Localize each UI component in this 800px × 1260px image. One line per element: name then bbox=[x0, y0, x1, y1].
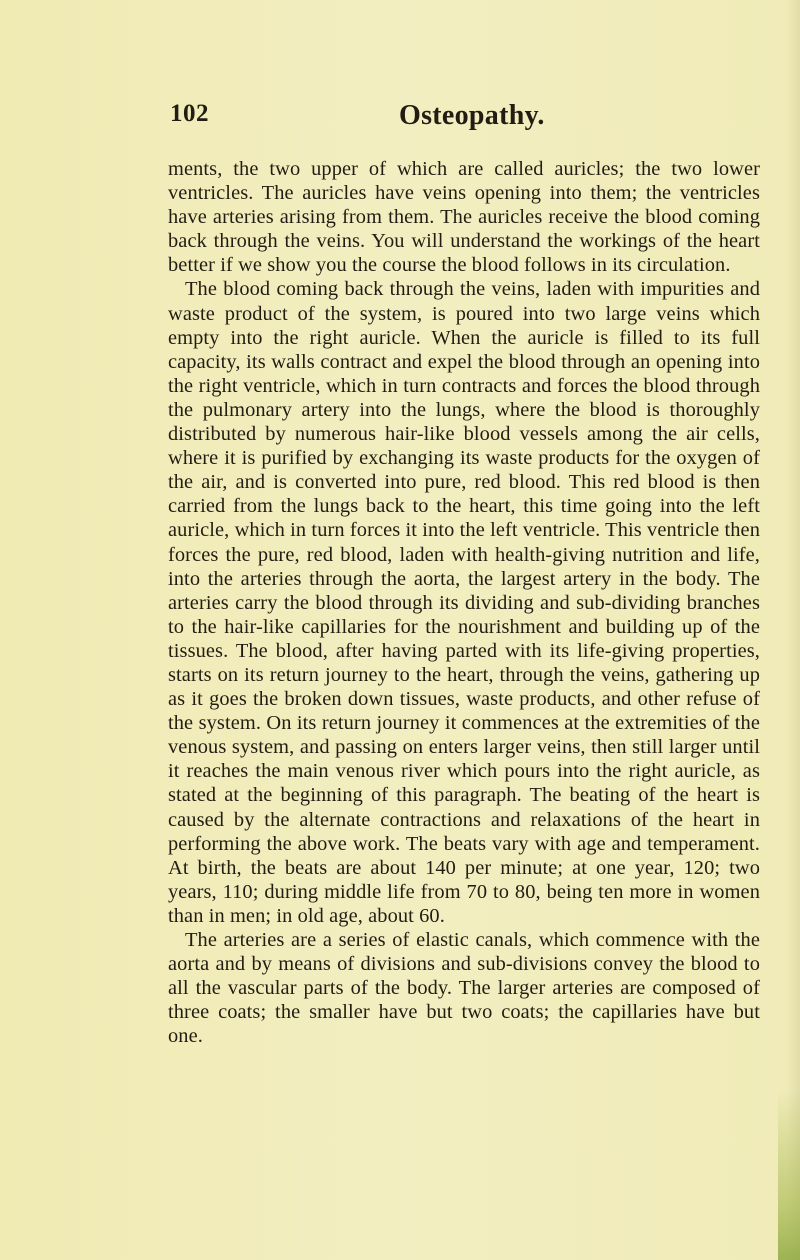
paragraph-continued: ments, the two upper of which are called auricles; the two lower ventricles. The auricles have veins opening into them; the ventricles have arteries arising from them. The auricles receive the blood coming back through the veins. You will understand the workings of the heart better if we show you the course the blood follows in its circulation. bbox=[168, 158, 760, 277]
page-header bbox=[170, 100, 770, 140]
page-corner-discoloration bbox=[778, 1090, 800, 1260]
paragraph-arteries: The arteries are a series of elastic canals, which commence with the aorta and by means of divisions and sub-divisions convey the blood to all the vascular parts of the body. The larger arteries are composed of three coats; the smaller have but two coats; the capillaries have but one. bbox=[168, 929, 760, 1048]
page-number: 102 bbox=[170, 100, 209, 127]
paragraph-circulation: The blood coming back through the veins, laden with impurities and waste product of the system, is poured into two large veins which empty into the right auricle. When the auricle is filled to its full capacity, its walls contract and expel the blood through an opening into the right ventricle, which in turn contracts and forces the blood through the pulmonary artery into the lungs, where the blood is thoroughly distributed by numerous hair-like blood vessels among the air cells, where it is purified by exchanging its waste products for the oxygen of the air, and is converted into pure, red blood. This red blood is then carried from the lungs back to the heart, this time going into the left auricle, which in turn forces it into the left ventricle. This ventricle then forces the pure, red blood, laden with health-giving nutrition and life, into the arteries through the aorta, the largest artery in the body. The arteries carry the blood through its dividing and sub-dividing branches to the hair-like capillaries for the nourishment and building up of the tissues. The blood, after having parted with its life-giving properties, starts on its return journey to the heart, through the veins, gathering up as it goes the broken down tissues, waste products, and other refuse of the system. On its return journey it commences at the extremities of the venous system, and passing on enters larger veins, then still larger until it reaches the main venous river which pours into the right auricle, as stated at the beginning of this paragraph. The beating of the heart is caused by the alternate contractions and relaxations of the heart in performing the above work. The beats vary with age and temperament. At birth, the beats are about 140 per minute; at one year, 120; two years, 110; during middle life from 70 to 80, being ten more in women than in men; in old age, about 60. bbox=[168, 278, 760, 927]
body-text bbox=[168, 157, 760, 1048]
page-edge-shadow bbox=[786, 0, 800, 1260]
running-title: Osteopathy. bbox=[399, 100, 545, 131]
